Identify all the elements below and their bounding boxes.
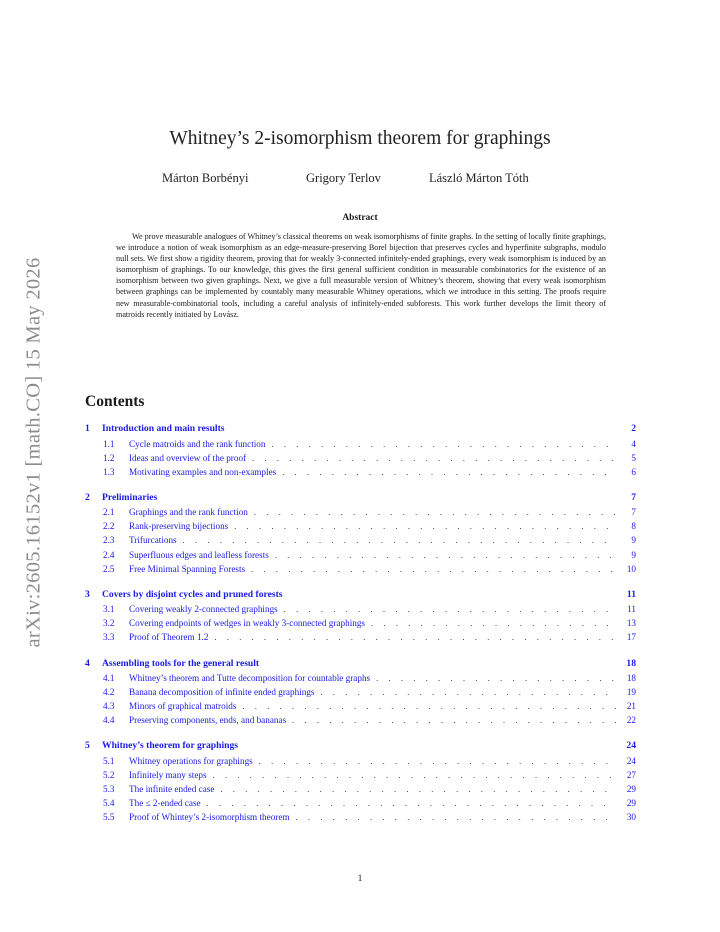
toc-subsection-link[interactable] (85, 770, 636, 784)
toc-subsection-title: Covering weakly 2-connected graphings (129, 604, 278, 615)
toc-subsection-link[interactable] (85, 439, 636, 453)
toc-subsection-page: 7 (631, 507, 636, 518)
toc-section-link[interactable] (85, 423, 636, 439)
toc-section-link[interactable] (85, 492, 636, 508)
toc-section-title: Introduction and main results (102, 423, 225, 434)
toc-subsection-page: 10 (626, 563, 636, 574)
toc-subsection-link[interactable] (85, 521, 636, 535)
toc-dot-leader (321, 688, 617, 697)
toc-subsection-link[interactable] (85, 467, 636, 481)
toc-dot-leader (251, 565, 616, 574)
toc-subsection-number: 4.2 (103, 687, 115, 698)
toc-section (85, 589, 636, 647)
toc-section (85, 740, 636, 826)
toc-subsection-title: Motivating examples and non-examples (129, 466, 277, 477)
toc-dot-leader (220, 785, 616, 794)
toc-section-link[interactable] (85, 658, 636, 674)
toc-subsection-title: Minors of graphical matroids (129, 701, 237, 712)
toc-subsection-number: 3.2 (103, 618, 115, 629)
toc-subsection-number: 5.5 (103, 812, 115, 823)
toc-subsection-number: 2.3 (103, 535, 115, 546)
toc-subsection-link[interactable] (85, 784, 636, 798)
toc-subsection-link[interactable] (85, 798, 636, 812)
toc-subsection-link[interactable] (85, 453, 636, 467)
toc-subsection-link[interactable] (85, 604, 636, 618)
toc-subsection-page: 17 (626, 632, 636, 643)
toc-subsection-title: Proof of Whintey’s 2-isomorphism theorem (129, 812, 290, 823)
toc-dot-leader (242, 702, 616, 711)
toc-subsection-number: 2.1 (103, 507, 115, 518)
toc-subsection-page: 11 (627, 604, 636, 615)
abstract-body: We prove measurable analogues of Whitney’s classical theorems on weak isomorphisms of finite graphs. In the setting of locally finite graphings, we introduce a notion of weak isomorphism as an edge-measure-preserving Borel bijection that preserves cycles and hyperfinite subgraphs, modulo null sets. We first show a rigidity theorem, proving that for weakly 3-connected infinitely-ended graphings, every weak isomorphism is induced by an isomorphism of graphings. To our knowledge, this gives the first general sufficient condition in measurable combinatorics for the existence of an isomorphism between two given graphings. Next, we give a full measurable version of Whitney’s theorem, showing that every weak isomorphism between graphings can be implemented by countably many measurable Whitney operations, which we introduce in this setting. The proofs require new measurable-combinatorial tools, including a careful analysis of infinitely-ended subforests. This work further develops the limit theory of matroids recently initiated by Lovász. (116, 232, 606, 319)
toc-subsection-number: 2.5 (103, 563, 115, 574)
arxiv-stamp-text: arXiv:2605.16152v1 [math.CO] 15 May 2026 (22, 256, 45, 648)
toc-dot-leader (207, 799, 616, 808)
toc-section-number: 2 (85, 491, 90, 503)
toc-dot-leader (183, 536, 616, 545)
toc-subsection-title: Whitney’s theorem and Tutte decomposition for countable graphs (129, 673, 371, 684)
toc-subsection-title: Superfluous edges and leafless forests (129, 549, 269, 560)
toc-section-number: 1 (85, 423, 90, 434)
toc-subsection-page: 27 (626, 770, 636, 780)
toc-subsection-title: Free Minimal Spanning Forests (129, 563, 246, 574)
toc-subsection-title: Proof of Theorem 1.2 (129, 632, 209, 643)
toc-subsection-page: 8 (631, 521, 636, 532)
toc-subsection-page: 6 (631, 466, 636, 477)
toc-subsection-title: The ≤ 2-ended case (129, 798, 201, 809)
toc-subsection-page: 29 (626, 798, 636, 809)
toc-subsection-number: 4.1 (103, 673, 115, 684)
toc-subsection-page: 18 (626, 673, 636, 684)
toc-subsection-title: Ideas and overview of the proof (129, 452, 247, 463)
toc-dot-leader (254, 508, 616, 517)
toc-dot-leader (376, 674, 616, 683)
toc-subsection-number: 5.1 (103, 755, 115, 766)
toc-dot-leader (259, 757, 616, 766)
toc-section-number: 5 (85, 740, 90, 752)
toc-subsection-title: Preserving components, ends, and bananas (129, 715, 287, 726)
toc-subsection-number: 5.3 (103, 784, 115, 795)
toc-section-link[interactable] (85, 589, 636, 605)
toc-subsection-link[interactable] (85, 535, 636, 549)
toc-dot-leader (275, 551, 616, 560)
toc-subsection-title: Cycle matroids and the rank function (129, 438, 266, 449)
toc-subsection-page: 9 (631, 535, 636, 546)
toc-subsection-page: 13 (626, 618, 636, 629)
toc-section-number: 3 (85, 588, 90, 600)
toc-section-page: 11 (626, 588, 636, 600)
toc-subsection-page: 9 (631, 549, 636, 560)
toc-subsection-link[interactable] (85, 564, 636, 578)
toc-dot-leader (214, 633, 616, 642)
toc-subsection-page: 19 (626, 687, 636, 698)
toc-subsection-title: Covering endpoints of wedges in weakly 3-connected graphings (129, 618, 366, 629)
toc-section-title: Covers by disjoint cycles and pruned forests (102, 588, 283, 600)
toc-section-page: 24 (626, 740, 636, 752)
toc-section-page: 18 (626, 657, 636, 669)
toc-dot-leader (284, 605, 616, 614)
toc-subsection-link[interactable] (85, 673, 636, 687)
toc-subsection-link[interactable] (85, 618, 636, 632)
toc-subsection-title: Banana decomposition of infinite ended graphings (129, 687, 315, 698)
toc-subsection-title: Rank-preserving bijections (129, 521, 229, 532)
toc-dot-leader (371, 619, 616, 628)
toc-subsection-link[interactable] (85, 812, 636, 826)
toc-subsection-title: The infinite ended case (129, 784, 215, 795)
toc-subsection-number: 5.2 (103, 770, 115, 780)
toc-dot-leader (213, 771, 616, 780)
toc-subsection-title: Infinitely many steps (129, 770, 207, 780)
toc-section-link[interactable] (85, 740, 636, 756)
toc-subsection-title: Graphings and the rank function (129, 507, 248, 518)
toc-dot-leader (252, 454, 616, 463)
toc-section-number: 4 (85, 657, 90, 669)
toc-subsection-number: 3.1 (103, 604, 115, 615)
toc-subsection-link[interactable] (85, 715, 636, 729)
toc-subsection-number: 1.3 (103, 466, 115, 477)
toc-subsection-page: 22 (626, 715, 636, 726)
toc-section-page: 7 (631, 491, 636, 503)
toc-subsection-link[interactable] (85, 687, 636, 701)
toc-dot-leader (234, 522, 616, 531)
toc-section-title: Assembling tools for the general result (102, 657, 260, 669)
toc-subsection-number: 4.4 (103, 715, 115, 726)
toc-subsection-page: 5 (631, 452, 636, 463)
toc-section (85, 492, 636, 578)
contents-heading: Contents (85, 393, 145, 410)
toc-subsection-page: 4 (631, 438, 636, 449)
toc-dot-leader (272, 440, 617, 449)
toc-section-title: Whitney’s theorem for graphings (102, 740, 238, 752)
toc-subsection-number: 5.4 (103, 798, 115, 809)
toc-subsection-title: Whitney operations for graphings (129, 755, 253, 766)
author-name: Grigory Terlov (306, 171, 381, 185)
toc-subsection-number: 3.3 (103, 632, 115, 643)
toc-subsection-page: 24 (626, 755, 636, 766)
page-number: 1 (357, 874, 363, 884)
toc-subsection-title: Trifurcations (129, 535, 177, 546)
toc-subsection-number: 2.2 (103, 521, 115, 532)
toc-subsection-link[interactable] (85, 632, 636, 646)
toc-dot-leader (296, 813, 616, 822)
toc-section-title: Preliminaries (102, 491, 158, 503)
toc-subsection-link[interactable] (85, 756, 636, 770)
toc-subsection-page: 21 (626, 701, 636, 712)
toc-subsection-link[interactable] (85, 701, 636, 715)
toc-subsection-number: 1.2 (103, 452, 115, 463)
abstract-heading: Abstract (342, 213, 378, 223)
paper-title: Whitney’s 2-isomorphism theorem for graphings (169, 128, 551, 149)
toc-subsection-page: 29 (626, 784, 636, 795)
toc-subsection-number: 1.1 (103, 438, 115, 449)
author-name: László Márton Tóth (429, 171, 529, 185)
toc-dot-leader (292, 716, 616, 725)
toc-dot-leader (282, 468, 616, 477)
toc-section-page: 2 (631, 423, 636, 434)
toc-section (85, 423, 636, 481)
toc-subsection-link[interactable] (85, 550, 636, 564)
toc-section (85, 658, 636, 730)
toc-subsection-page: 30 (626, 812, 636, 823)
toc-subsection-number: 4.3 (103, 701, 115, 712)
author-name: Márton Borbényi (162, 171, 249, 185)
author-list (0, 171, 720, 187)
arxiv-identifier-stamp (14, 242, 54, 662)
toc-subsection-link[interactable] (85, 507, 636, 521)
toc-subsection-number: 2.4 (103, 549, 115, 560)
table-of-contents (85, 423, 636, 837)
